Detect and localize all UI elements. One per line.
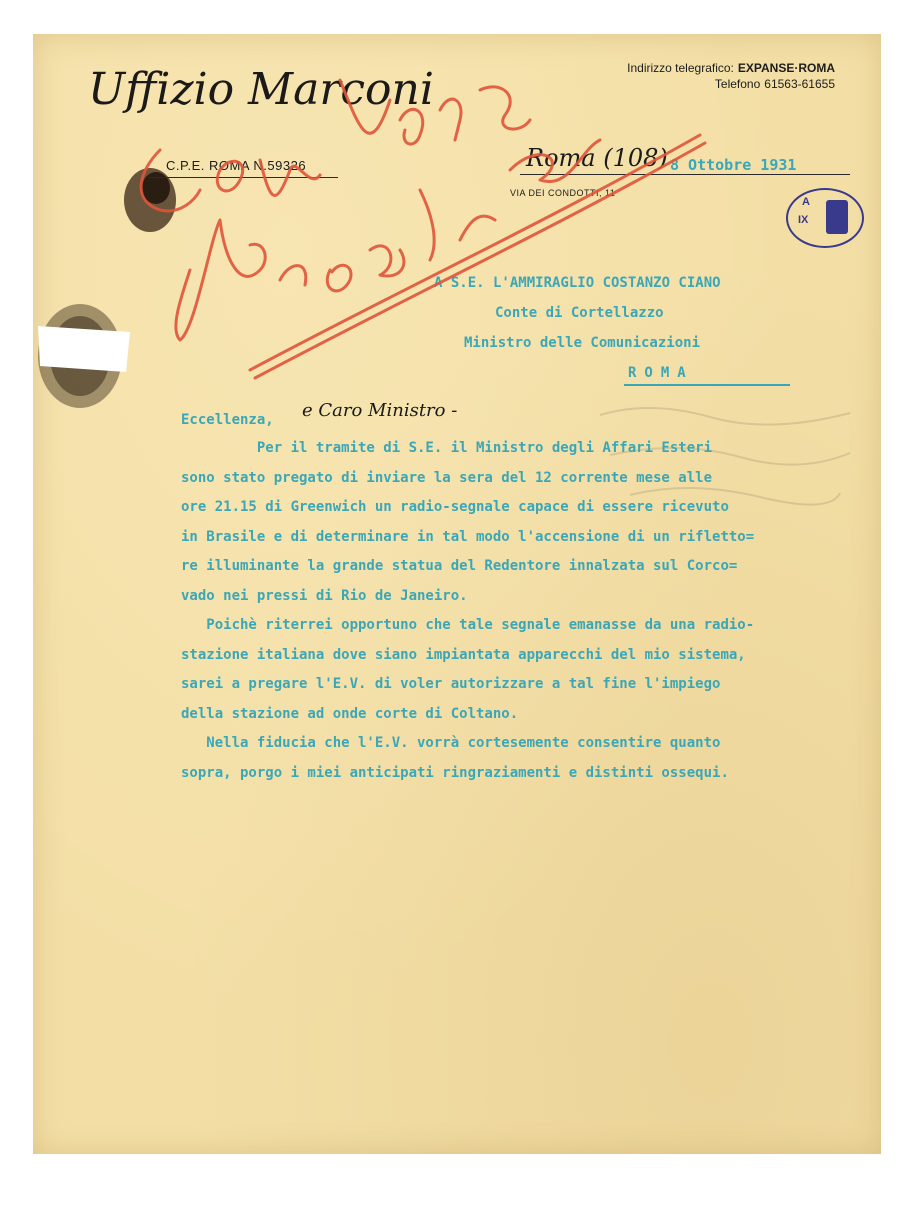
paragraph-1: Per il tramite di S.E. il Ministro degli Affari Esteri sono stato pregato di inviare la sera del 12 corrente mese alle ore 21.15 di Greenwich un radio-segnale capace di essere ricevuto in Brasile e di determinare in tal modo l'accensione di un rifletto= re illuminante la grande statua del Redentore innalzata sul Corco= vado nei pressi di Rio de Janeiro. [181,440,755,604]
cpe-number: C.P.E. ROMA N.59326 [166,158,307,173]
salutation: Eccellenza, [181,412,274,428]
fasces-icon [826,200,848,234]
recipient-line-2: Conte di Cortellazzo [495,305,664,321]
letter-date: 8 Ottobre 1931 [670,156,797,174]
phone-label: Telefono [714,77,761,91]
registry-stamp [786,188,864,248]
letterhead-address: VIA DEI CONDOTTI, 11 [510,188,616,198]
red-pencil-annotation [100,40,740,400]
recipient-line-3: Ministro delle Comunicazioni [464,335,701,351]
city-label: Roma (108) [526,144,668,172]
telegraph-value: EXPANSE·ROMA [737,61,835,75]
paragraph-3: Nella fiducia che l'E.V. vorrà cortesemente consentire quanto sopra, porgo i miei anticipati ringraziamenti e distinti ossequi. [181,735,729,781]
telegraph-label: Indirizzo telegrafico: [627,61,734,75]
handwritten-note: e Caro Ministro - [302,400,458,421]
paragraph-2: Poichè riterrei opportuno che tale segnale emanasse da una radio- stazione italiana dove siano impiantata apparecchi del mio sistema, sarei a pregare l'E.V. di voler autorizzare a tal fine l'impiego della stazione ad onde corte di Coltano. [181,617,755,722]
stamp-roman: IX [798,214,809,226]
stamp-letter: A [802,196,810,208]
phone-value: 61563-61655 [764,77,835,91]
recipient-city: ROMA [628,365,694,381]
letterhead-brand: Uffizio Marconi [88,64,434,115]
recipient-line-1: A S.E. L'AMMIRAGLIO COSTANZO CIANO [434,275,721,291]
